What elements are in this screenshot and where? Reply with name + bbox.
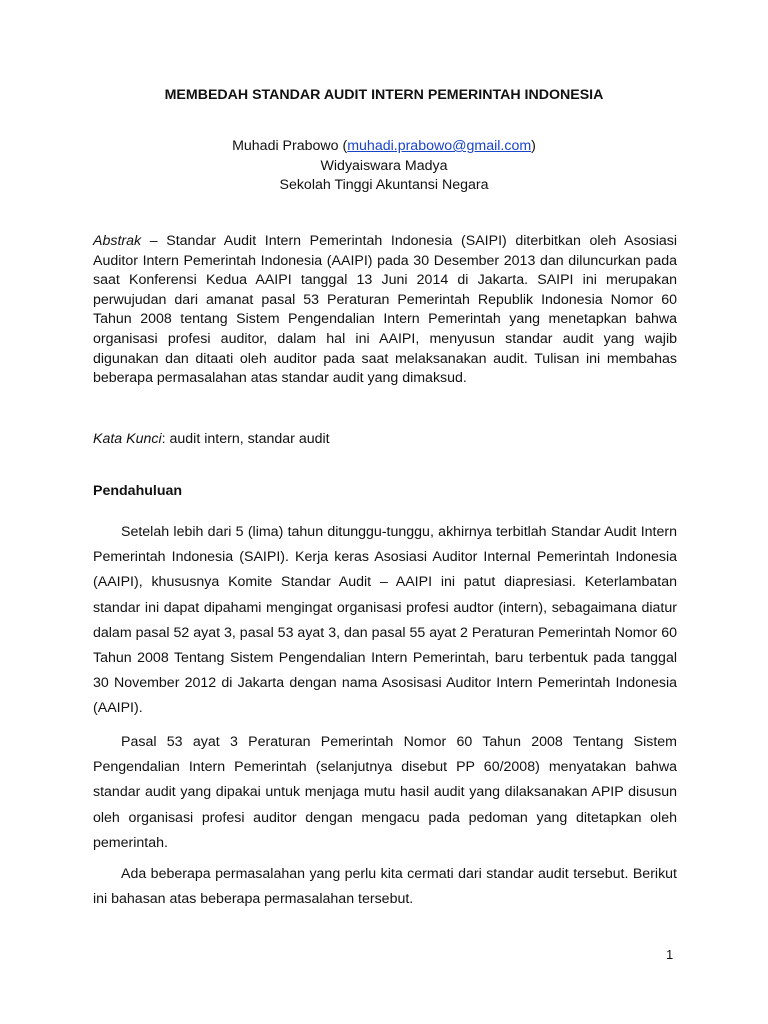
keywords-text: : audit intern, standar audit bbox=[161, 431, 330, 447]
author-institution: Sekolah Tinggi Akuntansi Negara bbox=[279, 177, 489, 193]
abstract-text: Standar Audit Intern Pemerintah Indonesia (SAIPI) diterbitkan oleh Asosiasi Auditor Intern Pemerintah Indonesia (AAIPI) pada 30 Desember 2013 dan diluncurkan pada saat Konferensi Kedua AAIPI tanggal 13 Juni 2014 di Jakarta. SAIPI ini merupakan perwujudan dari amanat pasal 53 Peraturan Pemerintah Republik Indonesia Nomor 60 Tahun 2008 tentang Sistem Pengendalian Intern Pemerintah yang menetapkan bahwa organisasi profesi auditor, dalam hal ini AAIPI, menyusun standar audit yang wajib digunakan dan ditaati oleh auditor pada saat melaksanakan audit. Tulisan ini membahas beberapa permasalahan atas standar audit yang dimaksud. bbox=[93, 233, 677, 387]
body-paragraph-3: Ada beberapa permasalahan yang perlu kita cermati dari standar audit tersebut. Berikut ini bahasan atas beberapa permasalahan tersebut. bbox=[93, 866, 677, 908]
author-position: Widyaiswara Madya bbox=[320, 157, 448, 174]
page-number: 1 bbox=[666, 947, 674, 962]
keywords-label: Kata Kunci bbox=[93, 431, 162, 447]
author-line: Muhadi Prabowo (muhadi.prabowo@gmail.com) bbox=[232, 138, 536, 154]
section-heading: Pendahuluan bbox=[93, 483, 183, 499]
body-paragraph-2: Pasal 53 ayat 3 Peraturan Pemerintah Nomor 60 Tahun 2008 Tentang Sistem Pengendalian Intern Pemerintah (selanjutnya disebut PP 60/2008) menyatakan bahwa standar audit yang dipakai untuk menjaga mutu hasil audit yang dilaksanakan APIP disusun oleh organisasi profesi auditor dengan mengacu pada pedoman yang ditetapkan oleh pemerintah. bbox=[93, 734, 677, 851]
author-block bbox=[0, 137, 768, 196]
document-title: MEMBEDAH STANDAR AUDIT INTERN PEMERINTAH INDONESIA bbox=[164, 87, 604, 103]
keywords-line bbox=[93, 431, 677, 447]
abstract-label: Abstrak bbox=[93, 233, 142, 249]
body-paragraph-1: Setelah lebih dari 5 (lima) tahun ditunggu-tunggu, akhirnya terbitlah Standar Audit Intern Pemerintah Indonesia (SAIPI). Kerja keras Asosiasi Auditor Internal Pemerintah Indonesia (AAIPI), khususnya Komite Standar Audit – AAIPI ini patut diapresiasi. Keterlambatan standar ini dapat dipahami mengingat organisasi profesi audtor (intern), sebagaimana diatur dalam pasal 52 ayat 3, pasal 53 ayat 3, dan pasal 55 ayat 2 Peraturan Pemerintah Nomor 60 Tahun 2008 Tentang Sistem Pengendalian Intern Pemerintah, baru terbentuk pada tanggal 30 November 2012 di Jakarta dengan nama Asosisasi Auditor Intern Pemerintah Indonesia (AAIPI). bbox=[93, 524, 677, 717]
abstract-paragraph bbox=[93, 232, 677, 389]
abstract-separator: – bbox=[141, 233, 167, 249]
author-email-link[interactable]: muhadi.prabowo@gmail.com bbox=[347, 138, 532, 154]
author-name: Muhadi Prabowo bbox=[232, 138, 339, 154]
